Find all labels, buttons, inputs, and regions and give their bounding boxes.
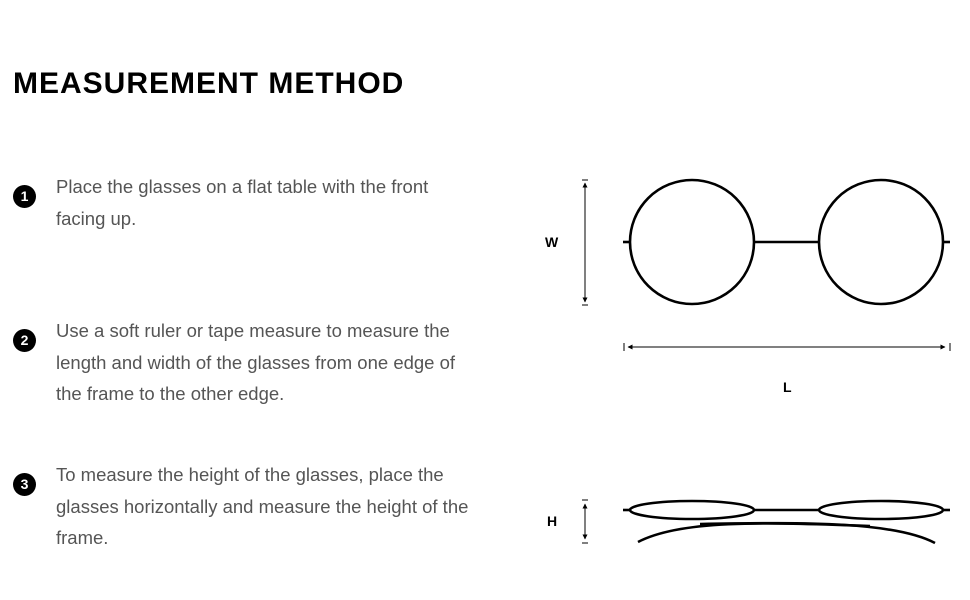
step-number-badge: 2 [13, 329, 36, 352]
step-text: Use a soft ruler or tape measure to measure the length and width of the glasses from one edge of the frame to the other edge. [56, 320, 456, 404]
step-text: To measure the height of the glasses, place the glasses horizontally and measure the height of the frame. [56, 464, 469, 548]
left-lens-outline [630, 180, 754, 304]
page-title: MEASUREMENT METHOD [13, 67, 405, 100]
height-dimension [582, 500, 588, 543]
step-text: Place the glasses on a flat table with the front facing up. [56, 176, 429, 229]
right-lens-side [819, 501, 943, 519]
left-lens-side [630, 501, 754, 519]
step-number-badge: 3 [13, 473, 36, 496]
right-lens-outline [819, 180, 943, 304]
glasses-front-view [623, 180, 950, 304]
width-dimension [582, 180, 588, 305]
length-label: L [783, 379, 792, 395]
temple-arm-right [700, 523, 935, 543]
height-label: H [547, 513, 558, 529]
length-dimension [624, 343, 950, 351]
width-label: W [545, 234, 559, 250]
glasses-side-view [623, 501, 950, 543]
temple-arm-left [638, 523, 870, 542]
step-number-badge: 1 [13, 185, 36, 208]
